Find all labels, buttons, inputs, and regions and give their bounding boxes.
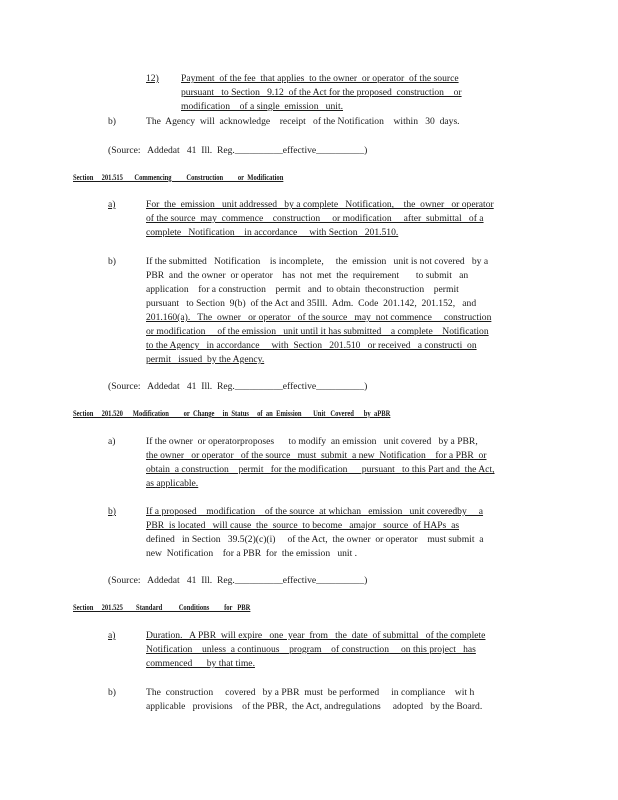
s515-a-line-2: of the source may commence construction or modification after submittal of a bbox=[146, 213, 484, 224]
s520-b-line-1: If a proposed modification of the source at whichan emission unit coveredby a bbox=[146, 506, 484, 517]
top-b-marker: b) bbox=[108, 116, 116, 127]
s520-b-line-3: defined in Section 39.5(2)(c)(i) of the Act, the owner or operator must submit a bbox=[146, 534, 484, 545]
s520-a-line-1: If the owner or operatorproposes to modify an emission unit covered by a PBR, bbox=[146, 436, 478, 447]
source-note-1: (Source: Addedat 41 Ill. Reg.__________effective__________) bbox=[108, 145, 368, 156]
s525-a-line-2: Notification unless a continuous program of construction on this project has bbox=[146, 644, 476, 655]
s520-a-line-3: obtain a construction permit for the modification pursuant to this Part and the Act, bbox=[146, 464, 495, 475]
s515-a-line-1: For the emission unit addressed by a complete Notification, the owner or operator bbox=[146, 199, 494, 210]
s515-b-line-6: or modification of the emission unit until it has submitted a complete Notification bbox=[146, 326, 489, 337]
item-12-line-1: Payment of the fee that applies to the owner or operator of the source bbox=[181, 73, 459, 84]
s515-b-line-7: to the Agency in accordance with Section 201.510 or received a constructi on bbox=[146, 340, 477, 351]
s520-b-line-4: new Notification for a PBR for the emission unit . bbox=[146, 548, 358, 559]
s520-b-marker: b) bbox=[108, 506, 116, 517]
section-201-515-heading: Section 201.515 Commencing Construction or Modification bbox=[73, 173, 284, 182]
s520-a-line-2: the owner or operator of the source must submit a new Notification for a PBR or bbox=[146, 450, 487, 461]
s525-a-marker: a) bbox=[108, 630, 116, 641]
section-201-525-heading: Section 201.525 Standard Conditions for PBR bbox=[73, 603, 251, 612]
s525-b-line-1: The construction covered by a PBR must be performed in compliance wit h bbox=[146, 687, 475, 698]
item-12-line-2: pursuant to Section 9.12 of the Act for the proposed construction or bbox=[181, 87, 462, 98]
s525-a-line-3: commenced by that time. bbox=[146, 658, 255, 669]
s515-b-line-1: If the submitted Notification is incomplete, the emission unit is not covered by a bbox=[146, 256, 489, 267]
s515-b-marker: b) bbox=[108, 256, 116, 267]
s520-b-line-2: PBR is located will cause the source to become amajor source of HAPs as bbox=[146, 520, 460, 531]
s515-b-line-3: application for a construction permit and to obtain theconstruction permit bbox=[146, 284, 459, 295]
s520-a-marker: a) bbox=[108, 436, 116, 447]
s515-b-line-2: PBR and the owner or operator has not met the requirement to submit an bbox=[146, 270, 469, 281]
s515-b-line-4: pursuant to Section 9(b) of the Act and 35Ill. Adm. Code 201.142, 201.152, and bbox=[146, 298, 477, 309]
item-12-marker: 12) bbox=[146, 73, 159, 84]
item-12-line-3: modification of a single emission unit. bbox=[181, 101, 344, 112]
section-201-520-heading: Section 201.520 Modification or Change in Status of an Emission Unit Covered by aPBR bbox=[73, 409, 391, 418]
source-note-3: (Source: Addedat 41 Ill. Reg.__________effective__________) bbox=[108, 575, 368, 586]
s515-b-line-5: 201.160(a). The owner or operator of the source may not commence construction bbox=[146, 312, 492, 323]
s525-b-line-2: applicable provisions of the PBR, the Act, andregulations adopted by the Board. bbox=[146, 701, 483, 712]
source-note-2: (Source: Addedat 41 Ill. Reg.__________effective__________) bbox=[108, 381, 368, 392]
s515-a-marker: a) bbox=[108, 199, 116, 210]
s525-b-marker: b) bbox=[108, 687, 116, 698]
top-b-text: The Agency will acknowledge receipt of the Notification within 30 days. bbox=[146, 116, 460, 127]
s525-a-line-1: Duration. A PBR will expire one year from the date of submittal of the complete bbox=[146, 630, 486, 641]
s515-b-line-8: permit issued by the Agency. bbox=[146, 354, 265, 365]
s515-a-line-3: complete Notification in accordance with Section 201.510. bbox=[146, 227, 399, 238]
s520-a-line-4: as applicable. bbox=[146, 478, 199, 489]
